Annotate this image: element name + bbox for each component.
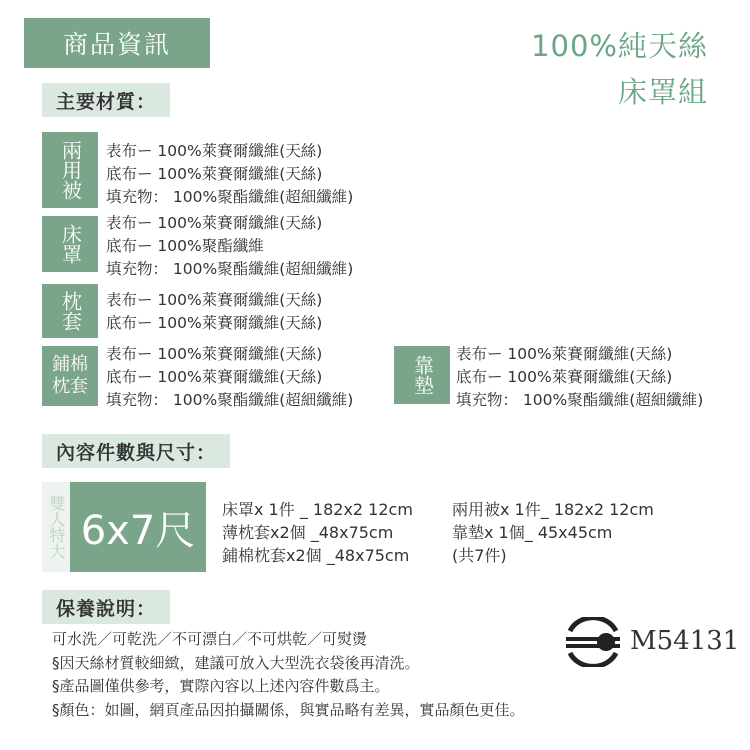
content-item: 床罩x 1件 _ 182x2 12cm xyxy=(222,500,413,519)
material-line: 表布ー 100%萊賽爾纖維(天絲) xyxy=(106,291,323,309)
category-label: 枕套 xyxy=(52,376,88,397)
material-list-bedspread xyxy=(106,212,353,281)
contents-section-label: 內容件數與尺寸： xyxy=(42,434,230,468)
care-section-label: 保養說明： xyxy=(42,590,170,624)
material-line: 底布ー 100%聚酯纖維 xyxy=(106,237,264,255)
material-list-pillowcase xyxy=(106,289,322,335)
content-item: 鋪棉枕套x2個 _48x75cm xyxy=(222,546,410,565)
bsmi-mark-icon xyxy=(562,617,624,667)
certification-code: M54131 xyxy=(630,626,740,656)
material-line: 底布ー 100%萊賽爾纖維(天絲) xyxy=(106,314,323,332)
content-item: 兩用被x 1件_ 182x2 12cm xyxy=(452,500,654,519)
material-list-cushion xyxy=(456,343,703,412)
product-info-header: 商品資訊 xyxy=(24,18,210,68)
material-line: 表布ー 100%萊賽爾纖維(天絲) xyxy=(106,345,323,363)
material-line: 填充物： 100%聚酯纖維(超細纖維) xyxy=(106,260,354,278)
care-line: §因天絲材質較細緻，建議可放入大型洗衣袋後再清洗。 xyxy=(52,653,420,672)
material-line: 表布ー 100%萊賽爾纖維(天絲) xyxy=(106,214,323,232)
material-line: 填充物： 100%聚酯纖維(超細纖維) xyxy=(106,391,354,409)
product-title-line2: 床罩組 xyxy=(617,75,708,109)
material-line: 底布ー 100%萊賽爾纖維(天絲) xyxy=(456,368,673,386)
material-line: 填充物： 100%聚酯纖維(超細纖維) xyxy=(456,391,704,409)
category-cushion: 靠墊 xyxy=(394,346,450,404)
content-item: 靠墊x 1個_ 45x45cm xyxy=(452,523,613,542)
size-type-label: 雙人特大 xyxy=(42,482,70,572)
contents-list-right xyxy=(452,498,654,567)
material-list-padded-pillowcase xyxy=(106,343,353,412)
product-title-line1: 100%純天絲 xyxy=(531,29,708,63)
contents-list-left xyxy=(222,498,413,567)
care-line: §顏色：如圖，網頁產品因拍攝關係，與實品略有差異，實品顏色更佳。 xyxy=(52,700,525,719)
content-item: 薄枕套x2個 _48x75cm xyxy=(222,523,394,542)
content-item: (共7件) xyxy=(452,546,507,565)
category-pillowcase: 枕套 xyxy=(42,284,98,338)
material-list-duvet xyxy=(106,140,353,209)
category-bedspread: 床罩 xyxy=(42,216,98,272)
materials-section-label: 主要材質： xyxy=(42,83,170,117)
material-line: 填充物： 100%聚酯纖維(超細纖維) xyxy=(106,188,354,206)
material-line: 表布ー 100%萊賽爾纖維(天絲) xyxy=(456,345,673,363)
material-line: 底布ー 100%萊賽爾纖維(天絲) xyxy=(106,368,323,386)
care-line: 可水洗／可乾洗／不可漂白／不可烘乾／可熨燙 xyxy=(52,630,368,648)
material-line: 表布ー 100%萊賽爾纖維(天絲) xyxy=(106,142,323,160)
care-line: §產品圖僅供參考，實際內容以上述內容件數爲主。 xyxy=(52,677,390,695)
category-label: 鋪棉 xyxy=(52,354,88,375)
category-padded-pillowcase xyxy=(42,346,98,406)
category-duvet: 兩用被 xyxy=(42,132,98,208)
care-instructions xyxy=(52,628,525,722)
material-line: 底布ー 100%萊賽爾纖維(天絲) xyxy=(106,165,323,183)
size-badge: 6x7尺 xyxy=(70,482,206,572)
